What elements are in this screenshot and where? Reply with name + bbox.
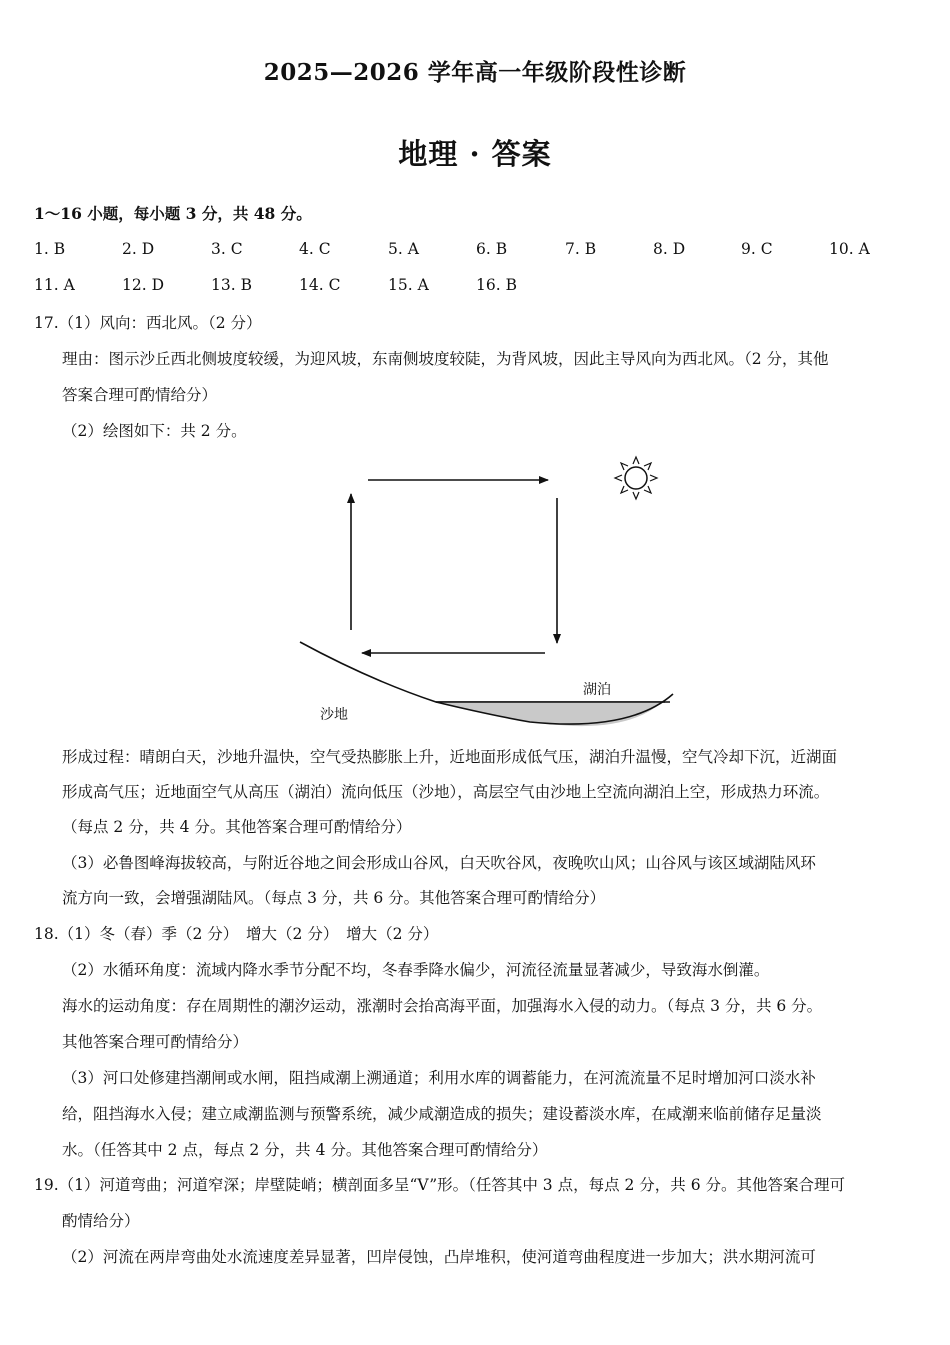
answer-item: 6. B: [476, 240, 508, 258]
q18-part2-line1: （2）水循环角度：流域内降水季节分配不均，冬春季降水偏少，河流径流量显著减少，导致海水倒灌。: [62, 961, 770, 979]
answer-item: 7. B: [565, 240, 597, 258]
answer-item: 10. A: [829, 240, 870, 258]
answer-item: 2. D: [122, 240, 155, 258]
answer-item: 8. D: [653, 240, 686, 258]
q18-part3-line2: 给，阻挡海水入侵；建立咸潮监测与预警系统，减少咸潮造成的损失；建设蓄淡水库，在咸潮来临前储存足量淡: [62, 1105, 822, 1123]
q17-part3-line1: （3）必鲁图峰海拔较高，与附近谷地之间会形成山谷风，白天吹谷风，夜晚吹山风；山谷风与该区域湖陆风环: [62, 854, 816, 872]
exam-subtitle: 地理 · 答案: [398, 137, 552, 171]
q17-part2: （2）绘图如下：共 2 分。: [62, 422, 247, 440]
q17-reason-line1: 理由：图示沙丘西北侧坡度较缓，为迎风坡，东南侧坡度较陡，为背风坡，因此主导风向为西北风。（2 分，其他: [62, 350, 829, 368]
thermal-circulation-diagram: [280, 440, 700, 740]
q17-process-line1: 形成过程：晴朗白天，沙地升温快，空气受热膨胀上升，近地面形成低气压，湖泊升温慢，空气冷却下沉，近湖面: [62, 748, 838, 766]
exam-title: 2025—2026 学年高一年级阶段性诊断: [263, 59, 687, 86]
q19-part1-line2: 酌情给分）: [62, 1212, 140, 1230]
sand-label: 沙地: [320, 708, 348, 723]
answer-item: 13. B: [211, 276, 252, 294]
answer-item: 5. A: [388, 240, 419, 258]
q17-process-line2: 形成高气压；近地面空气从高压（湖泊）流向低压（沙地），高层空气由沙地上空流向湖泊上空，形成热力环流。: [62, 783, 830, 801]
q17-part3-line2: 流方向一致，会增强湖陆风。（每点 3 分，共 6 分。其他答案合理可酌情给分）: [62, 889, 606, 907]
ground-surface: [300, 642, 670, 702]
choice-note: 1～16 小题，每小题 3 分，共 48 分。: [34, 204, 312, 223]
q19-part2-line1: （2）河流在两岸弯曲处水流速度差异显著，凹岸侵蚀，凸岸堆积，使河道弯曲程度进一步加大；洪水期河流可: [62, 1248, 816, 1266]
answer-item: 15. A: [388, 276, 429, 294]
answer-item: 12. D: [122, 276, 165, 294]
q18-part3-line1: （3）河口处修建挡潮闸或水闸，阻挡咸潮上溯通道；利用水库的调蓄能力，在河流流量不足时增加河口淡水补: [62, 1069, 816, 1087]
q17-reason-line2: 答案合理可酌情给分）: [62, 386, 218, 404]
q17-part1: 17.（1）风向：西北风。（2 分）: [34, 314, 262, 332]
answer-item: 3. C: [211, 240, 243, 258]
sun-icon: [615, 457, 657, 499]
lake-water: [436, 702, 662, 726]
q19-part1-line1: 19.（1）河道弯曲；河道窄深；岸壁陡峭；横剖面多呈“V”形。（任答其中 3 点，每点 2 分，共 6 分。其他答案合理可: [34, 1176, 846, 1194]
q18-part1: 18.（1）冬（春）季（2 分） 增大（2 分） 增大（2 分）: [34, 925, 439, 943]
q17-process-line3: （每点 2 分，共 4 分。其他答案合理可酌情给分）: [62, 818, 412, 836]
answer-item: 14. C: [299, 276, 341, 294]
lake-label: 湖泊: [583, 683, 611, 698]
answer-item: 11. A: [34, 276, 75, 294]
answer-item: 9. C: [741, 240, 773, 258]
answer-item: 16. B: [476, 276, 517, 294]
q18-part3-line3: 水。（任答其中 2 点，每点 2 分，共 4 分。其他答案合理可酌情给分）: [62, 1141, 548, 1159]
q18-part2-line2: 海水的运动角度：存在周期性的潮汐运动，涨潮时会抬高海平面，加强海水入侵的动力。（每点 3 分，共 6 分。: [62, 997, 823, 1015]
answer-item: 4. C: [299, 240, 331, 258]
answer-item: 1. B: [34, 240, 66, 258]
q18-part2-line3: 其他答案合理可酌情给分）: [62, 1033, 249, 1051]
